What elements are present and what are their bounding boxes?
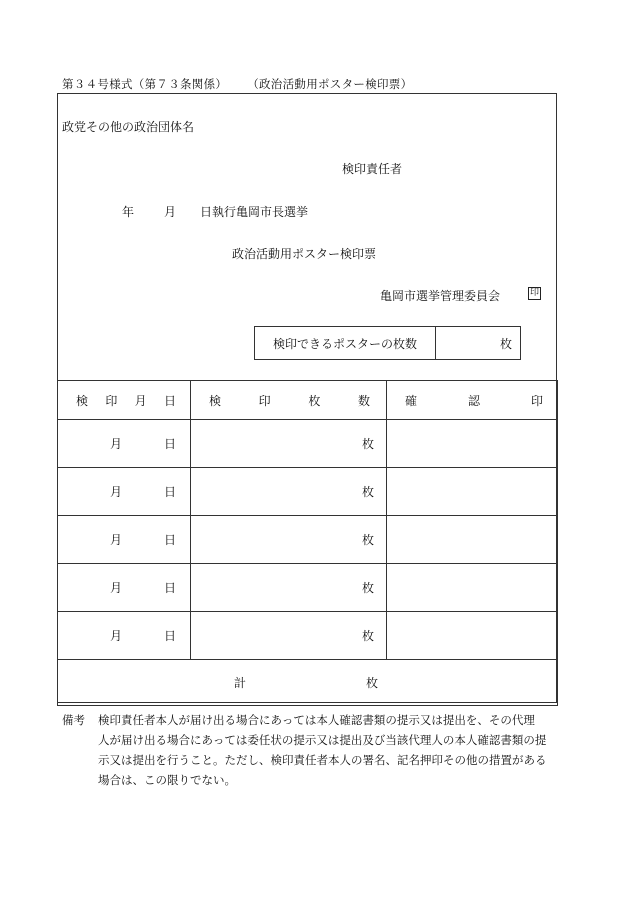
header-confirm-seal: 確 認 印: [387, 381, 558, 420]
confirm-cell[interactable]: [387, 468, 558, 516]
form-frame: [57, 93, 557, 703]
election-name: 日執行亀岡市長選挙: [200, 205, 309, 219]
date-cell[interactable]: 月 日: [58, 564, 191, 612]
table-row: [58, 468, 558, 516]
stamp-slip-title: 政治活動用ポスター検印票: [232, 247, 377, 261]
poster-count-box: [254, 326, 521, 360]
table-row: [58, 516, 558, 564]
date-cell[interactable]: 月 日: [58, 612, 191, 660]
remarks-line-2: 人が届け出る場合にあっては委任状の提示又は提出及び当該代理人の本人確認書類の提: [98, 733, 547, 747]
form-number: 第３４号様式（第７３条関係）: [62, 77, 228, 91]
remarks-line-1: 検印責任者本人が届け出る場合にあっては本人確認書類の提示又は提出を、その代理: [98, 713, 535, 727]
header-stamp-count: 検 印 枚 数: [191, 381, 387, 420]
count-cell[interactable]: 枚: [191, 516, 387, 564]
remarks-label: 備考: [62, 713, 85, 727]
poster-count-unit: 枚: [499, 336, 512, 351]
date-cell[interactable]: 月 日: [58, 468, 191, 516]
confirm-cell[interactable]: [387, 564, 558, 612]
confirm-cell[interactable]: [387, 516, 558, 564]
poster-count-field[interactable]: [436, 327, 520, 359]
total-label: 計: [234, 676, 247, 690]
committee-name: 亀岡市選挙管理委員会: [380, 289, 501, 303]
total-unit: 枚: [366, 676, 379, 690]
table-row: [58, 420, 558, 468]
stamp-record-table: [57, 380, 558, 706]
poster-count-label: 検印できるポスターの枚数: [255, 327, 436, 359]
count-cell[interactable]: 枚: [191, 564, 387, 612]
remarks-line-4: 場合は、この限りでない。: [98, 773, 236, 787]
party-name-label: 政党その他の政治団体名: [62, 120, 195, 134]
remarks-line-3: 示又は提出を行うこと。ただし、検印責任者本人の署名、記名押印その他の措置がある: [98, 753, 547, 767]
form-header: [62, 76, 412, 92]
inspector-label: 検印責任者: [342, 162, 403, 176]
remarks: [62, 710, 562, 790]
total-row: [58, 660, 558, 706]
election-month-label: 月: [164, 205, 177, 219]
date-cell[interactable]: 月 日: [58, 420, 191, 468]
election-year-label: 年: [122, 205, 135, 219]
count-cell[interactable]: 枚: [191, 468, 387, 516]
date-cell[interactable]: 月 日: [58, 516, 191, 564]
table-row: [58, 564, 558, 612]
confirm-cell[interactable]: [387, 420, 558, 468]
count-cell[interactable]: 枚: [191, 612, 387, 660]
table-row: [58, 612, 558, 660]
form-title: （政治活動用ポスター検印票）: [247, 77, 413, 91]
total-cell[interactable]: [58, 660, 558, 706]
header-stamp-date: 検 印 月 日: [58, 381, 191, 420]
election-line: [122, 203, 308, 220]
count-cell[interactable]: 枚: [191, 420, 387, 468]
seal-mark: 印: [529, 288, 539, 298]
table-header-row: [58, 381, 558, 420]
confirm-cell[interactable]: [387, 612, 558, 660]
